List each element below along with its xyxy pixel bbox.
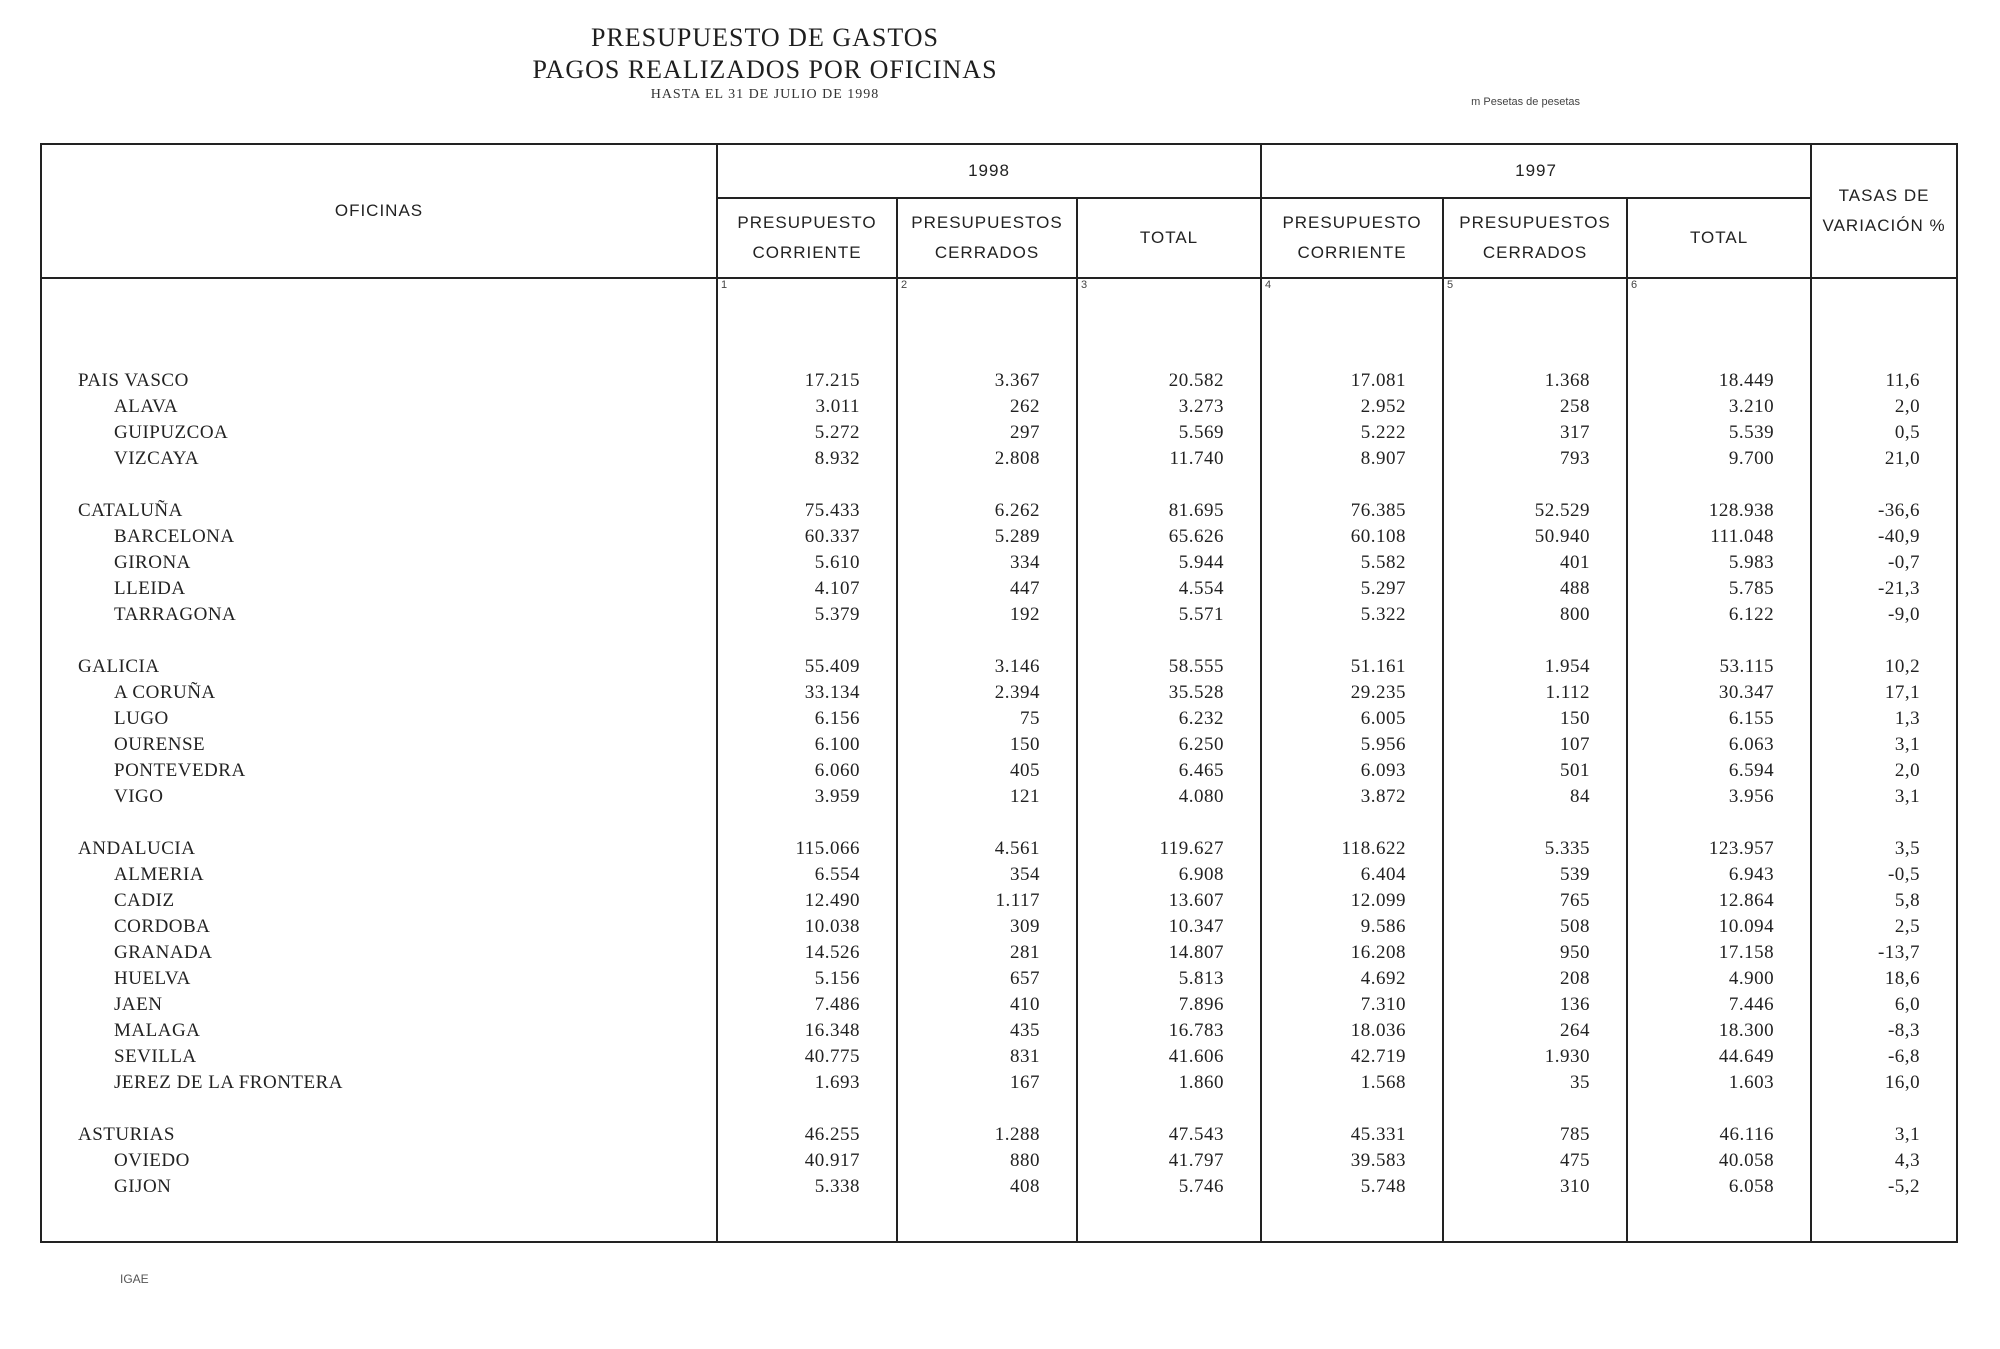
office-value-cell: 6.122	[1728, 604, 1775, 625]
office-value-cell: 5.539	[1728, 422, 1775, 443]
office-value-cell: 5.582	[1360, 552, 1407, 573]
office-value-cell: 1.117	[995, 890, 1040, 911]
office-value-cell: 2,0	[1894, 760, 1921, 781]
region-value-cell: 46.116	[1719, 1124, 1775, 1145]
office-value-cell: 5.569	[1178, 422, 1225, 443]
offices-header: OFICINAS	[41, 144, 717, 278]
office-value-cell: 6.156	[814, 708, 860, 729]
office-value-cell: 539	[1560, 864, 1591, 885]
tasas-column	[1811, 298, 1957, 1242]
region-name: ANDALUCIA	[78, 838, 196, 859]
region-name: GALICIA	[78, 656, 160, 677]
office-name: GUIPUZCOA	[114, 422, 229, 443]
pc-1997-header: PRESUPUESTO CORRIENTE	[1261, 198, 1443, 278]
group-spacer	[898, 628, 1076, 654]
region-value-cell: 1.288	[994, 1124, 1040, 1145]
office-value-cell: 475	[1560, 1150, 1591, 1171]
office-value-cell: 4.554	[1178, 578, 1225, 599]
office-value-cell: 10.347	[1168, 916, 1225, 937]
office-value-cell: 18.300	[1718, 1020, 1775, 1041]
group-spacer	[718, 472, 896, 498]
office-name: SEVILLA	[114, 1046, 197, 1067]
footer-note: IGAE	[120, 1272, 149, 1286]
office-value-cell: 447	[1010, 578, 1040, 599]
tasas-header: TASAS DE VARIACIÓN %	[1811, 144, 1957, 278]
group-spacer	[42, 472, 716, 498]
col-number: 1	[717, 278, 897, 298]
office-value-cell: 16.348	[804, 1020, 860, 1041]
office-value-cell: 501	[1560, 760, 1591, 781]
total-1998-header: TOTAL	[1077, 198, 1261, 278]
total-1997-header: TOTAL	[1627, 198, 1811, 278]
office-name: VIZCAYA	[114, 448, 200, 469]
office-value-cell: 10.094	[1718, 916, 1775, 937]
office-value-cell: 33.134	[804, 682, 860, 703]
region-value-cell: 75.433	[804, 500, 860, 521]
office-value-cell: 1.568	[1360, 1072, 1407, 1093]
office-value-cell: 2.808	[994, 448, 1040, 469]
office-value-cell: -5,2	[1887, 1176, 1921, 1197]
office-value-cell: 6.093	[1360, 760, 1407, 781]
region-value-cell: -36,6	[1877, 500, 1921, 521]
office-value-cell: 5.813	[1178, 968, 1225, 989]
region-value-cell: 11,6	[1885, 370, 1921, 391]
office-value-cell: 5.748	[1360, 1176, 1407, 1197]
pc-1997-column	[1261, 298, 1443, 1242]
office-value-cell: 35.528	[1168, 682, 1225, 703]
office-value-cell: 7.310	[1360, 994, 1407, 1015]
col-number: 3	[1077, 278, 1261, 298]
region-value-cell: 20.582	[1168, 370, 1225, 391]
office-name: A CORUÑA	[114, 682, 216, 703]
pcer-1997-column	[1443, 298, 1627, 1242]
office-value-cell: 16,0	[1884, 1072, 1921, 1093]
office-value-cell: 6.005	[1360, 708, 1407, 729]
group-spacer	[1812, 1096, 1956, 1122]
office-value-cell: 10.038	[804, 916, 860, 937]
group-spacer	[1628, 628, 1810, 654]
office-name: VIGO	[114, 786, 164, 807]
office-value-cell: 6.250	[1178, 734, 1225, 755]
office-value-cell: 7.446	[1728, 994, 1775, 1015]
office-value-cell: 6.465	[1178, 760, 1225, 781]
office-value-cell: 12.864	[1718, 890, 1775, 911]
office-value-cell: 354	[1010, 864, 1040, 885]
office-value-cell: 6.063	[1728, 734, 1775, 755]
group-spacer	[898, 810, 1076, 836]
region-value-cell: 51.161	[1350, 656, 1407, 677]
office-name: CADIZ	[114, 890, 175, 911]
office-value-cell: 800	[1560, 604, 1591, 625]
office-value-cell: 258	[1560, 396, 1591, 417]
region-value-cell: 55.409	[804, 656, 860, 677]
office-value-cell: 29.235	[1350, 682, 1407, 703]
office-value-cell: -21,3	[1877, 578, 1921, 599]
office-value-cell: 60.108	[1350, 526, 1407, 547]
group-spacer	[42, 810, 716, 836]
region-value-cell: 76.385	[1350, 500, 1407, 521]
group-spacer	[1078, 810, 1260, 836]
office-value-cell: 5.746	[1178, 1176, 1225, 1197]
region-value-cell: 123.957	[1708, 838, 1775, 859]
office-value-cell: 84	[1570, 786, 1591, 807]
office-value-cell: 488	[1560, 578, 1591, 599]
office-value-cell: 11.740	[1169, 448, 1225, 469]
office-value-cell: 5.156	[814, 968, 860, 989]
region-value-cell: 118.622	[1341, 838, 1407, 859]
region-name: ASTURIAS	[78, 1124, 175, 1145]
office-value-cell: 9.586	[1360, 916, 1407, 937]
office-value-cell: 508	[1560, 916, 1591, 937]
office-value-cell: 4.107	[814, 578, 860, 599]
office-value-cell: 192	[1010, 604, 1040, 625]
office-value-cell: 765	[1560, 890, 1591, 911]
office-value-cell: 410	[1010, 994, 1040, 1015]
region-name: PAIS VASCO	[78, 370, 189, 391]
office-value-cell: 13.607	[1168, 890, 1225, 911]
region-name: CATALUÑA	[78, 500, 183, 521]
region-value-cell: 1.368	[1544, 370, 1591, 391]
office-name: OVIEDO	[114, 1150, 190, 1171]
office-value-cell: 1.112	[1545, 682, 1591, 703]
group-spacer	[1444, 810, 1626, 836]
group-spacer	[1444, 628, 1626, 654]
office-value-cell: 50.940	[1534, 526, 1591, 547]
office-value-cell: 1,3	[1894, 708, 1921, 729]
office-value-cell: 6.232	[1178, 708, 1225, 729]
office-value-cell: 657	[1010, 968, 1040, 989]
office-value-cell: 6.404	[1360, 864, 1407, 885]
col-number-blank	[41, 278, 717, 298]
office-value-cell: 4,3	[1894, 1150, 1921, 1171]
office-value-cell: 39.583	[1350, 1150, 1407, 1171]
office-value-cell: 5.983	[1728, 552, 1775, 573]
office-value-cell: 3.872	[1360, 786, 1407, 807]
office-value-cell: 0,5	[1894, 422, 1921, 443]
office-value-cell: 950	[1560, 942, 1591, 963]
region-value-cell: 119.627	[1159, 838, 1225, 859]
group-spacer	[1262, 628, 1442, 654]
office-value-cell: 3,1	[1894, 734, 1921, 755]
office-value-cell: 401	[1560, 552, 1591, 573]
region-value-cell: 3.146	[994, 656, 1040, 677]
units-note: m Pesetas de pesetas	[1471, 96, 1580, 108]
group-spacer	[898, 472, 1076, 498]
col-number: 6	[1627, 278, 1811, 298]
office-name: JEREZ DE LA FRONTERA	[114, 1072, 344, 1093]
region-value-cell: 58.555	[1168, 656, 1225, 677]
office-value-cell: 5.297	[1360, 578, 1407, 599]
col-number: 2	[897, 278, 1077, 298]
office-value-cell: -40,9	[1877, 526, 1921, 547]
region-value-cell: 17.215	[804, 370, 860, 391]
office-value-cell: 6.100	[814, 734, 860, 755]
group-spacer	[1812, 472, 1956, 498]
office-value-cell: -6,8	[1887, 1046, 1921, 1067]
col-number: 5	[1443, 278, 1627, 298]
region-value-cell: 1.954	[1544, 656, 1591, 677]
office-value-cell: 6,0	[1894, 994, 1921, 1015]
office-value-cell: 880	[1010, 1150, 1040, 1171]
group-spacer	[1078, 628, 1260, 654]
office-value-cell: 2.952	[1360, 396, 1407, 417]
office-value-cell: 42.719	[1350, 1046, 1407, 1067]
pcer-1998-column	[897, 298, 1077, 1242]
office-value-cell: 5.338	[814, 1176, 860, 1197]
office-value-cell: 5,8	[1894, 890, 1921, 911]
region-value-cell: 6.262	[994, 500, 1040, 521]
region-value-cell: 3.367	[994, 370, 1040, 391]
group-spacer	[1078, 1096, 1260, 1122]
pcer-1998-header: PRESUPUESTOS CERRADOS	[897, 198, 1077, 278]
region-value-cell: 4.561	[994, 838, 1040, 859]
office-value-cell: 107	[1560, 734, 1591, 755]
office-value-cell: 5.944	[1178, 552, 1225, 573]
office-value-cell: 14.807	[1168, 942, 1225, 963]
group-spacer	[1628, 472, 1810, 498]
office-value-cell: 2,5	[1894, 916, 1921, 937]
report-title: PRESUPUESTO DE GASTOS	[590, 23, 939, 52]
office-name: GIJON	[114, 1176, 172, 1197]
office-value-cell: 4.692	[1360, 968, 1407, 989]
region-value-cell: 52.529	[1534, 500, 1591, 521]
office-value-cell: 264	[1560, 1020, 1591, 1041]
office-value-cell: 40.058	[1718, 1150, 1775, 1171]
region-value-cell: 5.335	[1544, 838, 1591, 859]
office-value-cell: 35	[1570, 1072, 1591, 1093]
office-value-cell: 5.289	[994, 526, 1040, 547]
region-value-cell: 45.331	[1350, 1124, 1407, 1145]
office-value-cell: 1.603	[1728, 1072, 1775, 1093]
office-value-cell: 281	[1010, 942, 1040, 963]
region-value-cell: 53.115	[1719, 656, 1775, 677]
group-spacer	[718, 1096, 896, 1122]
year-1998-header: 1998	[717, 144, 1261, 198]
office-value-cell: 30.347	[1718, 682, 1775, 703]
office-value-cell: 2,0	[1894, 396, 1921, 417]
region-value-cell: 115.066	[795, 838, 860, 859]
office-value-cell: 18.036	[1350, 1020, 1407, 1041]
office-value-cell: 3.273	[1178, 396, 1225, 417]
region-value-cell: 47.543	[1168, 1124, 1225, 1145]
report-subtitle: PAGOS REALIZADOS POR OFICINAS	[532, 55, 998, 84]
office-value-cell: 5.785	[1728, 578, 1775, 599]
office-value-cell: 1.860	[1178, 1072, 1225, 1093]
office-value-cell: 5.379	[814, 604, 860, 625]
office-value-cell: 5.571	[1178, 604, 1225, 625]
office-value-cell: 121	[1010, 786, 1040, 807]
office-value-cell: 40.775	[804, 1046, 860, 1067]
office-value-cell: 435	[1010, 1020, 1040, 1041]
group-spacer	[1262, 472, 1442, 498]
office-value-cell: 5.222	[1360, 422, 1407, 443]
office-value-cell: 150	[1560, 708, 1591, 729]
office-value-cell: 65.626	[1168, 526, 1225, 547]
office-value-cell: 5.956	[1360, 734, 1407, 755]
office-value-cell: 21,0	[1884, 448, 1921, 469]
pc-1998-header: PRESUPUESTO CORRIENTE	[717, 198, 897, 278]
office-value-cell: 3.959	[814, 786, 860, 807]
office-value-cell: 6.060	[814, 760, 860, 781]
office-value-cell: -8,3	[1887, 1020, 1921, 1041]
group-spacer	[1444, 472, 1626, 498]
office-value-cell: 408	[1010, 1176, 1040, 1197]
office-value-cell: 41.797	[1168, 1150, 1225, 1171]
office-value-cell: 6.908	[1178, 864, 1225, 885]
office-value-cell: 12.490	[804, 890, 860, 911]
office-value-cell: 75	[1020, 708, 1040, 729]
office-value-cell: 3,1	[1894, 786, 1921, 807]
report-date-line: HASTA EL 31 DE JULIO DE 1998	[650, 87, 880, 102]
region-value-cell: 81.695	[1168, 500, 1225, 521]
office-name: CORDOBA	[114, 916, 211, 937]
region-value-cell: 18.449	[1718, 370, 1775, 391]
office-value-cell: 3.956	[1728, 786, 1775, 807]
office-name: TARRAGONA	[114, 604, 237, 625]
office-value-cell: 262	[1010, 396, 1040, 417]
office-value-cell: 40.917	[804, 1150, 860, 1171]
office-value-cell: 5.272	[814, 422, 860, 443]
region-value-cell: 128.938	[1708, 500, 1775, 521]
group-spacer	[1078, 472, 1260, 498]
office-value-cell: 150	[1010, 734, 1040, 755]
budget-table	[40, 143, 1958, 1243]
office-value-cell: 1.930	[1544, 1046, 1591, 1067]
group-spacer	[898, 1096, 1076, 1122]
region-value-cell: 17.081	[1350, 370, 1407, 391]
office-value-cell: 60.337	[804, 526, 860, 547]
office-name: HUELVA	[114, 968, 191, 989]
col-number: 4	[1261, 278, 1443, 298]
office-value-cell: 6.058	[1728, 1176, 1775, 1197]
group-spacer	[1628, 1096, 1810, 1122]
region-value-cell: 3,5	[1894, 838, 1921, 859]
office-value-cell: 793	[1560, 448, 1591, 469]
office-value-cell: 4.900	[1728, 968, 1775, 989]
office-value-cell: 167	[1010, 1072, 1040, 1093]
office-value-cell: 41.606	[1168, 1046, 1225, 1067]
office-value-cell: 17,1	[1884, 682, 1921, 703]
office-name: ALAVA	[114, 396, 179, 417]
office-value-cell: 7.896	[1178, 994, 1225, 1015]
total-1998-column	[1077, 298, 1261, 1242]
office-value-cell: 44.649	[1718, 1046, 1775, 1067]
office-value-cell: -0,7	[1887, 552, 1921, 573]
office-value-cell: 8.907	[1360, 448, 1407, 469]
office-name: GRANADA	[114, 942, 213, 963]
region-value-cell: 3,1	[1894, 1124, 1921, 1145]
office-value-cell: 136	[1560, 994, 1591, 1015]
group-spacer	[1262, 1096, 1442, 1122]
group-spacer	[718, 628, 896, 654]
office-value-cell: 5.610	[814, 552, 860, 573]
offices-column	[41, 298, 717, 1242]
office-name: BARCELONA	[114, 526, 235, 547]
group-spacer	[1262, 810, 1442, 836]
region-value-cell: 10,2	[1884, 656, 1921, 677]
office-value-cell: -9,0	[1887, 604, 1921, 625]
office-value-cell: 208	[1560, 968, 1591, 989]
office-value-cell: 334	[1010, 552, 1040, 573]
office-value-cell: 4.080	[1178, 786, 1225, 807]
office-name: OURENSE	[114, 734, 206, 755]
office-value-cell: -0,5	[1887, 864, 1921, 885]
office-name: ALMERIA	[114, 864, 205, 885]
office-value-cell: 297	[1010, 422, 1040, 443]
col-number-blank	[1811, 278, 1957, 298]
office-value-cell: 8.932	[814, 448, 860, 469]
office-value-cell: 309	[1010, 916, 1040, 937]
group-spacer	[42, 1096, 716, 1122]
office-value-cell: 6.155	[1728, 708, 1775, 729]
group-spacer	[1628, 810, 1810, 836]
group-spacer	[1812, 810, 1956, 836]
pcer-1997-header: PRESUPUESTOS CERRADOS	[1443, 198, 1627, 278]
office-value-cell: 3.011	[815, 396, 860, 417]
group-spacer	[1812, 628, 1956, 654]
year-1997-header: 1997	[1261, 144, 1811, 198]
office-value-cell: 310	[1560, 1176, 1591, 1197]
office-name: GIRONA	[114, 552, 191, 573]
office-value-cell: 5.322	[1360, 604, 1407, 625]
office-value-cell: 16.208	[1350, 942, 1407, 963]
office-name: LLEIDA	[114, 578, 186, 599]
office-value-cell: 2.394	[994, 682, 1040, 703]
office-value-cell: 17.158	[1718, 942, 1775, 963]
group-spacer	[718, 810, 896, 836]
office-value-cell: 9.700	[1728, 448, 1775, 469]
office-name: JAEN	[114, 994, 163, 1015]
office-value-cell: 6.943	[1728, 864, 1775, 885]
office-name: LUGO	[114, 708, 169, 729]
office-value-cell: 831	[1010, 1046, 1040, 1067]
office-value-cell: 6.554	[814, 864, 860, 885]
region-value-cell: 785	[1560, 1124, 1591, 1145]
office-name: MALAGA	[114, 1020, 201, 1041]
office-value-cell: 14.526	[804, 942, 860, 963]
office-value-cell: 1.693	[814, 1072, 860, 1093]
region-value-cell: 46.255	[804, 1124, 860, 1145]
office-value-cell: 111.048	[1710, 526, 1775, 547]
office-value-cell: 18,6	[1884, 968, 1921, 989]
total-1997-column	[1627, 298, 1811, 1242]
report-title-block	[0, 22, 1530, 104]
group-spacer	[42, 628, 716, 654]
group-spacer	[1444, 1096, 1626, 1122]
office-value-cell: 12.099	[1350, 890, 1407, 911]
office-value-cell: 6.594	[1728, 760, 1775, 781]
office-value-cell: 7.486	[814, 994, 860, 1015]
office-value-cell: -13,7	[1877, 942, 1921, 963]
office-name: PONTEVEDRA	[114, 760, 246, 781]
office-value-cell: 3.210	[1728, 396, 1775, 417]
office-value-cell: 16.783	[1168, 1020, 1225, 1041]
pc-1998-column	[717, 298, 897, 1242]
office-value-cell: 317	[1560, 422, 1591, 443]
office-value-cell: 405	[1010, 760, 1040, 781]
